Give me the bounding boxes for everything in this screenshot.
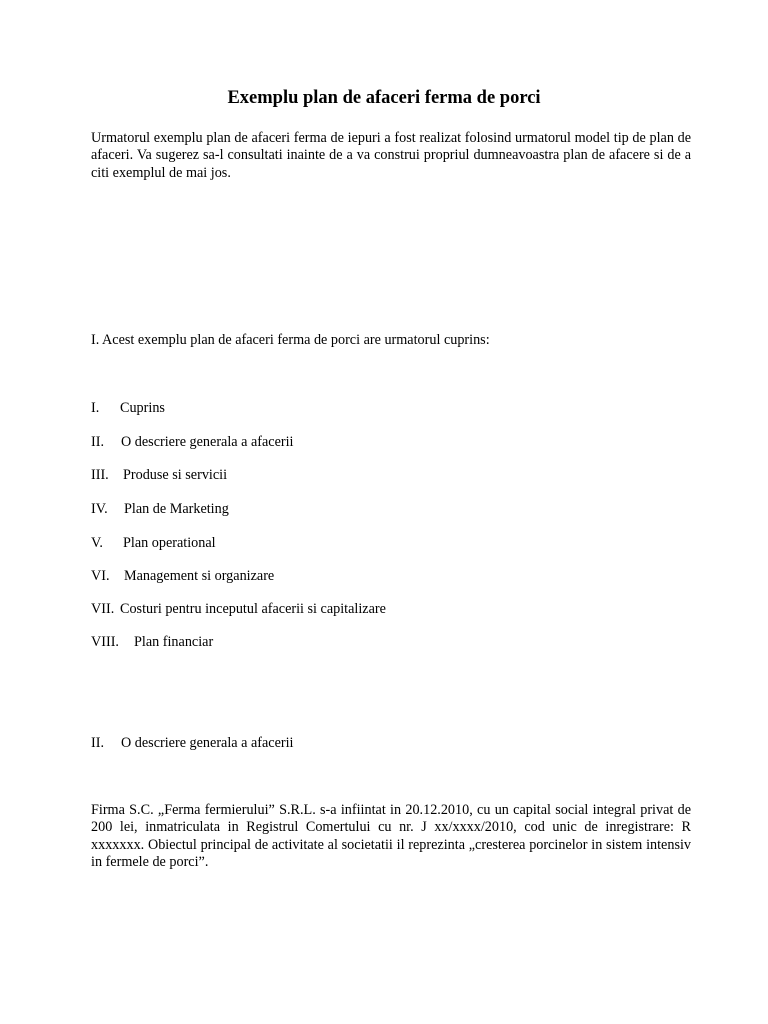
document-title: Exemplu plan de afaceri ferma de porci <box>227 88 541 108</box>
company-paragraph: Firma S.C. „Ferma fermierului” S.R.L. s-a infiintat in 20.12.2010, cu un capital social integral privat de 200 lei, inmatriculata in Registrul Comertului cu nr. J xx/xxxx/2010, cod unic de inregistrare: R xxxxxxx. Obiectul principal de activitate al societatii il reprezinta „cresterea porcinelor in sistem intensiv in fermele de porci”. <box>91 802 691 870</box>
toc-item-number: II. <box>91 434 104 450</box>
toc-item-number: I. <box>91 400 100 416</box>
toc-item-number: VII. <box>91 601 115 617</box>
intro-paragraph: Urmatorul exemplu plan de afaceri ferma de iepuri a fost realizat folosind urmatorul model tip de plan de afaceri. Va sugerez sa-l consultati inainte de a va construi propriul dumneavoastra plan de afacere si de a citi exemplul de mai jos. <box>91 130 691 181</box>
toc-item-label: Management si organizare <box>124 568 275 584</box>
toc-item-label: Plan financiar <box>134 634 214 650</box>
toc-item-label: Plan operational <box>123 535 216 551</box>
toc-item-number: IV. <box>91 501 108 517</box>
toc-item-label: Plan de Marketing <box>124 501 229 517</box>
section-title: O descriere generala a afacerii <box>121 735 294 751</box>
toc-item-number: V. <box>91 535 103 551</box>
contents-heading: I. Acest exemplu plan de afaceri ferma de porci are urmatorul cuprins: <box>91 332 490 348</box>
toc-item-number: III. <box>91 467 109 483</box>
toc-item-label: O descriere generala a afacerii <box>121 434 294 450</box>
section-number: II. <box>91 735 104 751</box>
toc-item-label: Produse si servicii <box>123 467 228 483</box>
toc-item-label: Costuri pentru inceputul afacerii si capitalizare <box>120 601 386 617</box>
toc-item-number: VIII. <box>91 634 119 650</box>
toc-item-number: VI. <box>91 568 110 584</box>
toc-item-label: Cuprins <box>120 400 165 416</box>
